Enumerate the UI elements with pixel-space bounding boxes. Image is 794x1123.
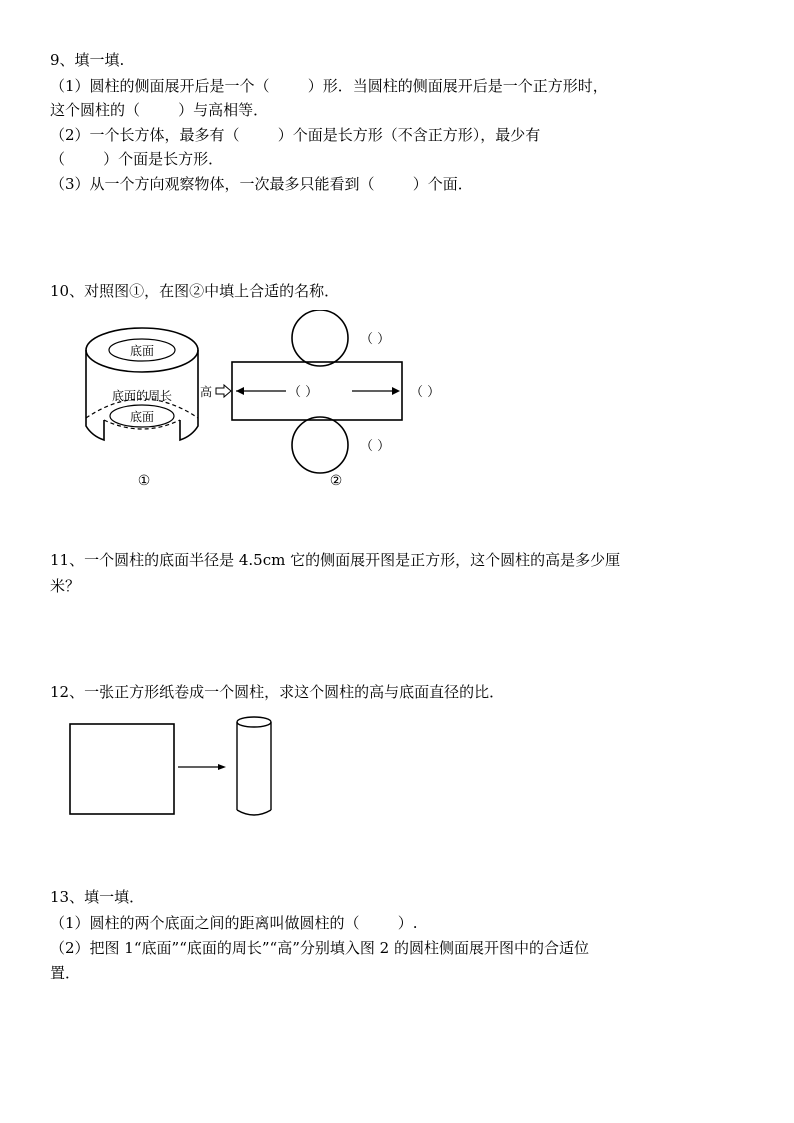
q13-title: 13、填一填． (50, 888, 145, 906)
figure-1-cylinder (86, 328, 198, 489)
q9-line-1: （1）圆柱的侧面展开后是一个（ ）形．当圆柱的侧面展开后是一个正方形时， (50, 77, 608, 95)
fig2-side-label: 高 (200, 385, 213, 399)
rolled-cylinder (237, 717, 271, 815)
fig2-number: ② (329, 473, 343, 489)
q11-line-1: 11、一个圆柱的底面半径是 4.5cm 它的侧面展开图是正方形，这个圆柱的高是多少厘 (50, 551, 621, 569)
q13-line-2: （2）把图 1“底面”“底面的周长”“高”分别填入图 2 的圆柱侧面展开图中的合适位 (50, 939, 589, 957)
fig1-middle-label: 底面的周长 (111, 389, 173, 403)
q11-line-2: 米？ (50, 577, 81, 595)
fig2-blank-top: （ ） (360, 332, 391, 347)
q12-title: 12、一张正方形纸卷成一个圆柱，求这个圆柱的高与底面直径的比． (50, 683, 505, 701)
q9-title: 9、填一填. (50, 51, 125, 69)
fig1-bottom-label: 底面 (129, 410, 155, 424)
fig1-top-label: 底面 (129, 344, 155, 358)
q10-title: 10、对照图①，在图②中填上合适的名称． (50, 282, 340, 300)
fig1-number: ① (137, 473, 151, 489)
q13-line-1: （1）圆柱的两个底面之间的距离叫做圆柱的（ ）. (50, 914, 418, 932)
fig2-blank-bottom: （ ） (360, 439, 391, 454)
q9-line-3: （2）一个长方体，最多有（ ）个面是长方形（不含正方形），最少有 (50, 126, 541, 144)
square-paper (70, 724, 174, 814)
q9-line-5: （3）从一个方向观察物体，一次最多只能看到（ ）个面． (50, 175, 473, 193)
figure-2-net (200, 310, 440, 489)
fig2-blank-right: （ ） (410, 385, 441, 400)
q9-line-4: （ ）个面是长方形． (50, 150, 224, 168)
q10-figures (70, 310, 490, 500)
q9-line-2: 这个圆柱的（ ）与高相等． (50, 101, 269, 119)
q13-line-3: 置． (50, 964, 81, 982)
q12-figure (60, 710, 300, 820)
fig2-blank-middle: （ ） (288, 385, 319, 400)
